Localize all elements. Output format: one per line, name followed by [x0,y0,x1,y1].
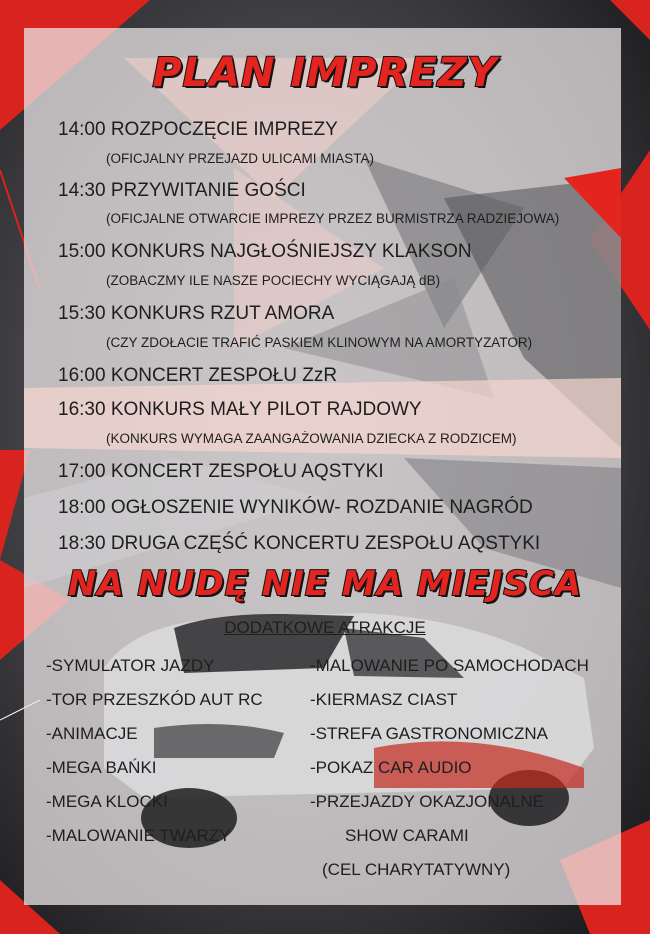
main-title: PLAN IMPREZY [152,50,498,96]
schedule-note: (KONKURS WYMAGA ZAANGAŻOWANIA DZIECKA Z RODZICEM) [106,431,517,446]
extra-item: (CEL CHARYTATYWNY) [322,860,511,879]
schedule-event: KONKURS MAŁY PILOT RAJDOWY [110,399,422,420]
extra-item: SHOW CARAMI [345,826,469,845]
schedule-item-1800 [58,497,533,519]
extra-item: -MALOWANIE TWARZY [46,826,231,845]
schedule-time: 15:30 [58,303,106,324]
schedule-event: KONCERT ZESPOŁU ZzR [110,365,338,386]
extra-item: -POKAZ CAR AUDIO [310,758,472,777]
schedule-event: OGŁOSZENIE WYNIKÓW- ROZDANIE NAGRÓD [110,497,533,518]
schedule-time: 14:30 [58,180,106,201]
schedule-note: (ZOBACZMY ILE NASZE POCIECHY WYCIĄGAJĄ dB) [106,273,441,288]
extra-item: -MEGA BAŃKI [46,758,157,777]
extra-item: -PRZEJAZDY OKAZJONALNE [310,792,544,811]
schedule-note: (OFICJALNY PRZEJAZD ULICAMI MIASTA) [106,151,375,166]
schedule-item-1830 [58,533,540,555]
schedule-event: DRUGA CZĘŚĆ KONCERTU ZESPOŁU AQSTYKI [110,533,541,554]
extras-heading: DODATKOWE ATRAKCJE [224,618,426,637]
schedule-item-1600 [58,365,337,387]
schedule-time: 15:00 [58,241,106,262]
schedule-time: 16:30 [58,399,106,420]
extra-item: -TOR PRZESZKÓD AUT RC [46,690,263,709]
schedule-item-1630 [58,399,422,421]
schedule-note: (OFICJALNE OTWARCIE IMPREZY PRZEZ BURMISTRZA RADZIEJOWA) [106,211,560,226]
schedule-item-1530 [58,303,334,325]
schedule-time: 16:00 [58,365,106,386]
schedule-time: 18:30 [58,533,106,554]
schedule-note: (CZY ZDOŁACIE TRAFIĆ PASKIEM KLINOWYM NA AMORTYZATOR) [106,335,533,350]
schedule-item-1400 [58,119,338,141]
schedule-event: PRZYWITANIE GOŚCI [110,180,306,201]
schedule-event: KONKURS RZUT AMORA [110,303,335,324]
schedule-time: 14:00 [58,119,106,140]
extra-item: -KIERMASZ CIAST [310,690,458,709]
schedule-event: ROZPOCZĘCIE IMPREZY [110,119,338,140]
extra-item: -MEGA KLOCKI [46,792,168,811]
schedule-item-1430 [58,180,306,202]
extra-item: -SYMULATOR JAZDY [46,656,215,675]
extra-item: -ANIMACJE [46,724,138,743]
schedule-time: 17:00 [58,461,106,482]
extra-item: -MALOWANIE PO SAMOCHODACH [310,656,589,675]
schedule-item-1500 [58,241,472,263]
schedule-time: 18:00 [58,497,106,518]
schedule-event: KONCERT ZESPOŁU AQSTYKI [110,461,384,482]
tagline-title: NA NUDĘ NIE MA MIEJSCA [67,564,583,604]
extra-item: -STREFA GASTRONOMICZNA [310,724,549,743]
schedule-event: KONKURS NAJGŁOŚNIEJSZY KLAKSON [110,241,472,262]
schedule-item-1700 [58,461,384,483]
